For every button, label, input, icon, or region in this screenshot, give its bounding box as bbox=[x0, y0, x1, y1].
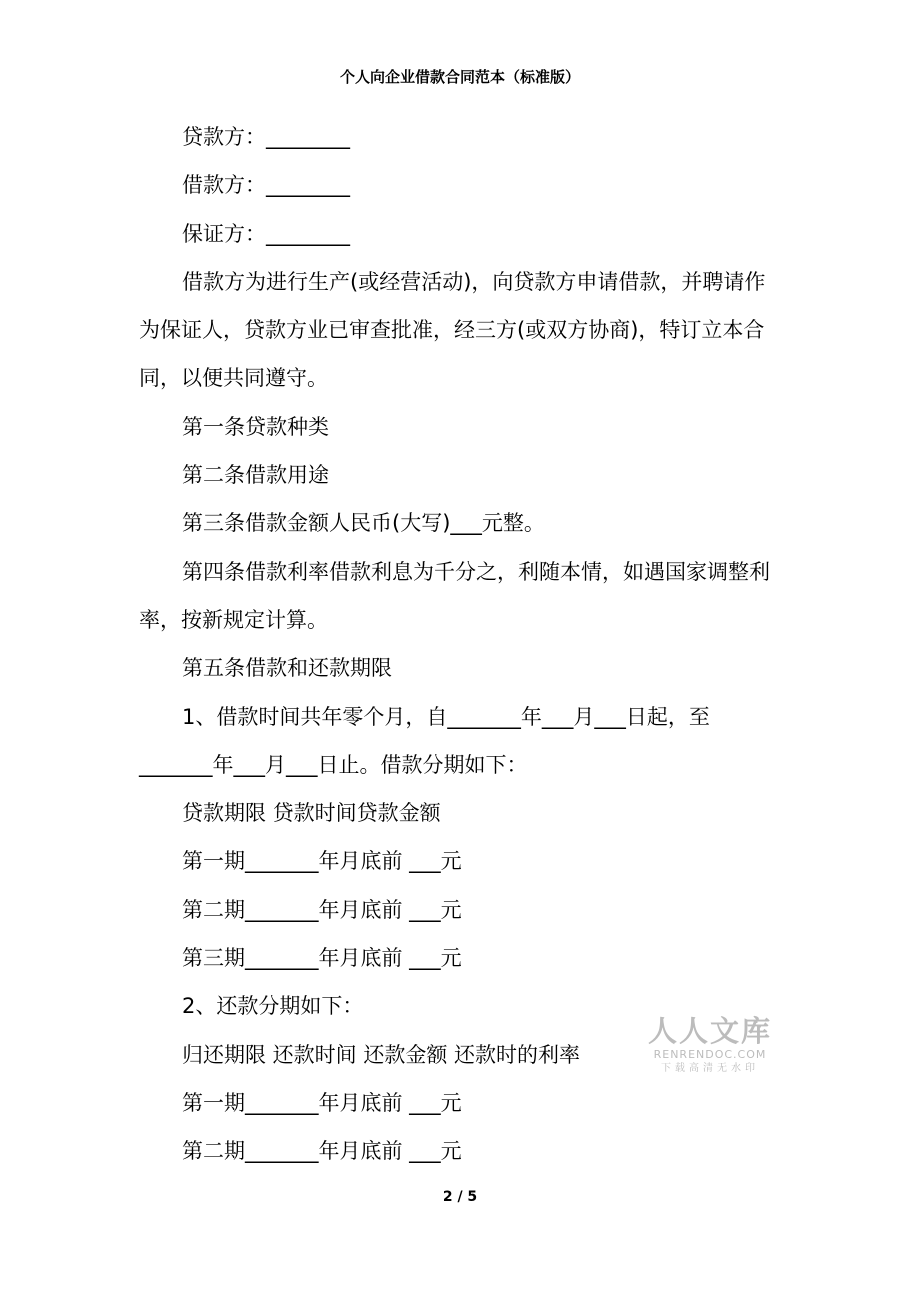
repayment-installment-row: 第二期_______年月底前 ___元 bbox=[182, 1139, 462, 1164]
watermark-site: RENRENDOC.COM bbox=[653, 1048, 767, 1061]
article-3-loan-amount: 第三条借款金额人民币(大写)___元整。 bbox=[182, 511, 545, 536]
article-4-interest-rate: 第四条借款利率借款利息为千分之，利随本情，如遇国家调整利率，按新规定计算。 bbox=[139, 559, 770, 632]
loan-period-clause: 1、借款时间共年零个月，自_______年___月___日起，至_______年___月___日止。借款分期如下： bbox=[139, 704, 710, 777]
repayment-installment-row: 第一期_______年月底前 ___元 bbox=[182, 1090, 462, 1115]
loan-installment-header: 贷款期限 贷款时间贷款金额 bbox=[182, 801, 441, 826]
article-5-loan-term: 第五条借款和还款期限 bbox=[182, 656, 392, 681]
document-title: 个人向企业借款合同范本（标准版） bbox=[339, 68, 580, 86]
watermark-title: 人人文库 bbox=[647, 1014, 772, 1048]
repayment-installment-header: 归还期限 还款时间 还款金额 还款时的利率 bbox=[182, 1042, 581, 1067]
article-2-loan-purpose: 第二条借款用途 bbox=[182, 463, 329, 488]
repayment-clause: 2、还款分期如下： bbox=[182, 994, 364, 1019]
loan-installment-row: 第二期_______年月底前 ___元 bbox=[182, 897, 462, 922]
borrower-line: 借款方：________ bbox=[182, 173, 350, 198]
guarantor-line: 保证方：________ bbox=[182, 221, 350, 246]
watermark-logo bbox=[646, 1014, 774, 1076]
preamble-paragraph: 借款方为进行生产(或经营活动)，向贷款方申请借款，并聘请作为保证人，贷款方业已审查批准，经三方(或双方协商)，特订立本合同，以便共同遵守。 bbox=[139, 269, 766, 391]
loan-installment-row: 第一期_______年月底前 ___元 bbox=[182, 849, 462, 874]
article-1-loan-type: 第一条贷款种类 bbox=[182, 414, 329, 439]
loan-installment-row: 第三期_______年月底前 ___元 bbox=[182, 946, 462, 971]
watermark-subtitle: 下载高清无水印 bbox=[661, 1063, 759, 1074]
lender-line: 贷款方：________ bbox=[182, 125, 350, 149]
page-number: 2 / 5 bbox=[442, 1189, 478, 1205]
